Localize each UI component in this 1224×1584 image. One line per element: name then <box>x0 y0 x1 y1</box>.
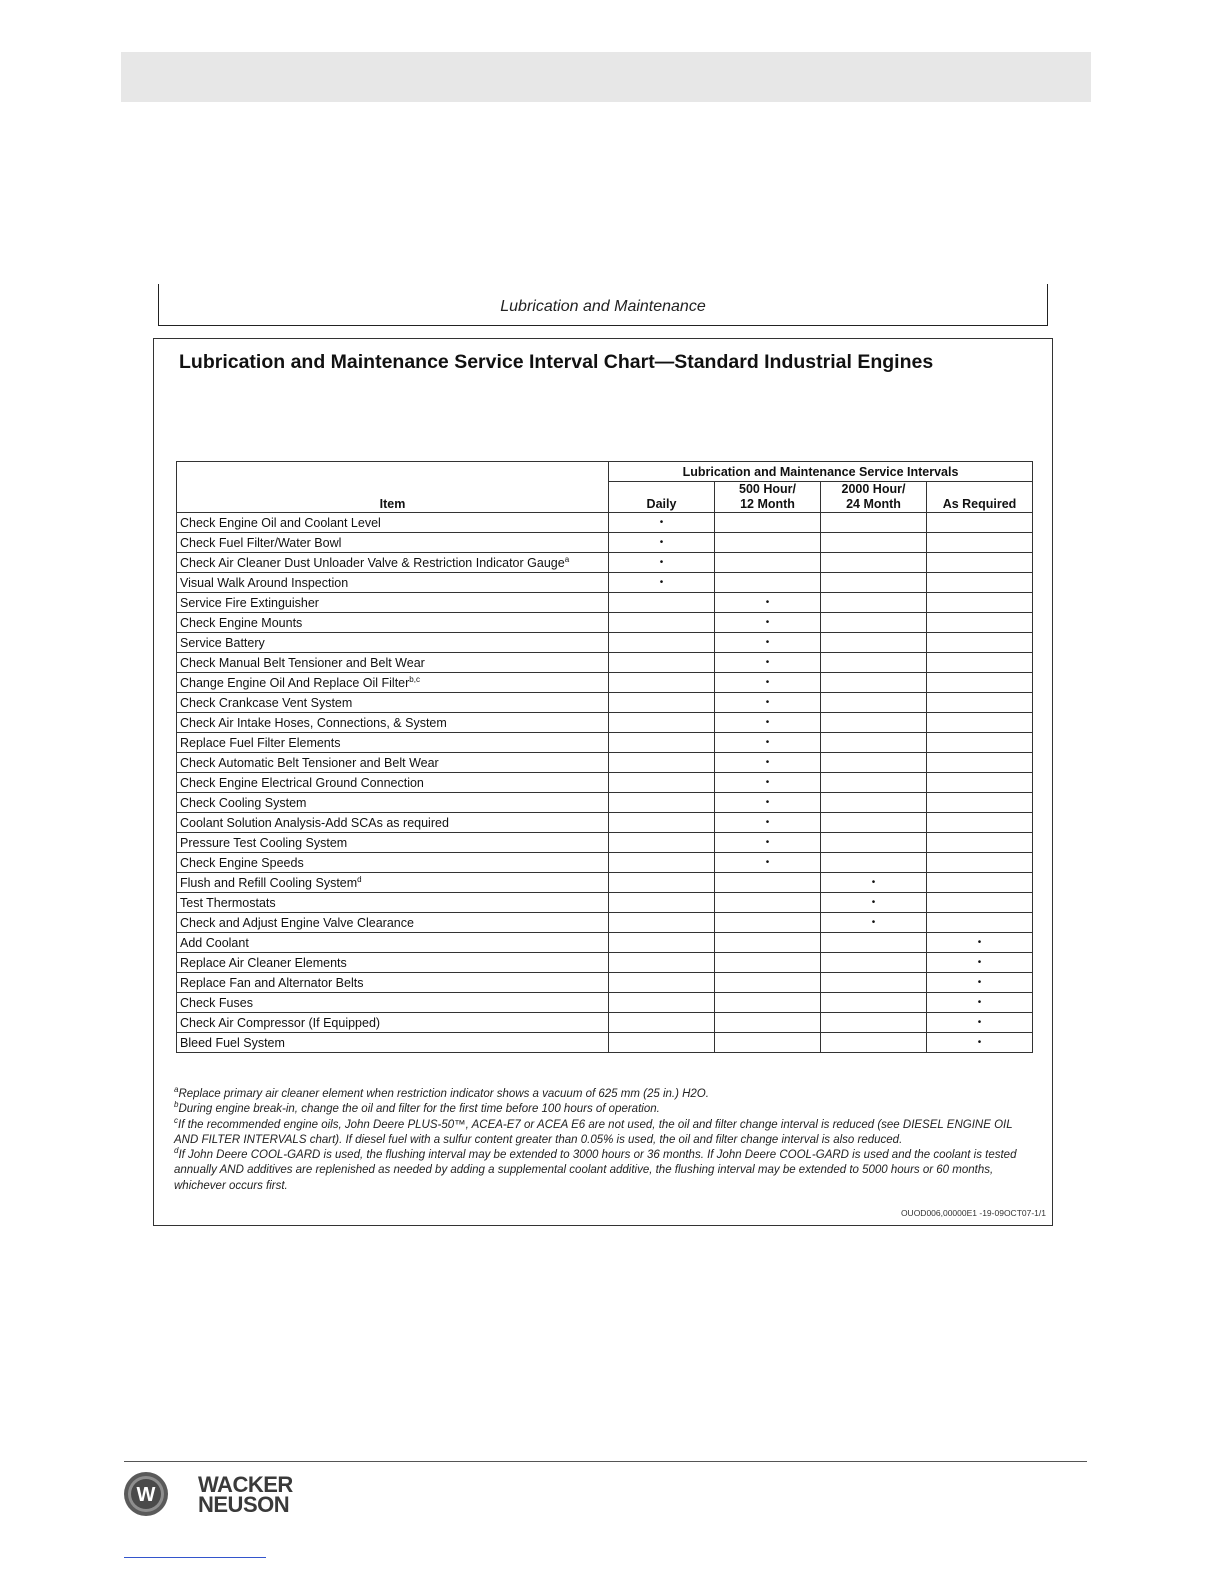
interval-cell-500 <box>715 993 821 1013</box>
row-item-cell <box>177 853 609 873</box>
interval-mark: • <box>765 816 770 828</box>
brand-name <box>198 1472 293 1517</box>
interval-cell-500 <box>715 633 821 653</box>
interval-cell-500 <box>715 573 821 593</box>
row-item-label: Check Cooling System <box>180 795 307 810</box>
row-item-cell <box>177 593 609 613</box>
row-item-label: Flush and Refill Cooling System <box>180 875 358 890</box>
interval-cell-daily <box>609 513 715 533</box>
interval-cell-500 <box>715 833 821 853</box>
footnote-ref: a <box>564 554 570 564</box>
row-item-label: Check Air Cleaner Dust Unloader Valve & Restriction Indicator Gauge <box>180 555 565 570</box>
interval-mark: • <box>871 896 876 908</box>
row-item-label: Coolant Solution Analysis-Add SCAs as required <box>180 815 449 830</box>
interval-cell-500 <box>715 813 821 833</box>
interval-cell-500 <box>715 733 821 753</box>
table-row <box>177 593 1033 613</box>
interval-cell-daily <box>609 633 715 653</box>
interval-cell-as-required <box>927 993 1033 1013</box>
interval-cell-as-required <box>927 513 1033 533</box>
interval-cell-2000 <box>821 593 927 613</box>
col-500-line1: 500 Hour/ <box>739 482 796 496</box>
footnote <box>174 1087 1034 1102</box>
footnote-mark: d <box>174 1146 179 1156</box>
row-item-cell <box>177 973 609 993</box>
interval-cell-500 <box>715 853 821 873</box>
row-item-cell <box>177 913 609 933</box>
table-body <box>177 513 1033 1053</box>
interval-cell-as-required <box>927 813 1033 833</box>
table-row <box>177 1033 1033 1053</box>
footer-divider <box>124 1461 1087 1462</box>
interval-cell-daily <box>609 533 715 553</box>
interval-cell-500 <box>715 753 821 773</box>
interval-cell-daily <box>609 1033 715 1053</box>
interval-cell-daily <box>609 993 715 1013</box>
row-item-label: Check Engine Speeds <box>180 855 304 870</box>
interval-cell-daily <box>609 613 715 633</box>
table-row <box>177 833 1033 853</box>
top-gray-band <box>121 52 1091 102</box>
interval-cell-daily <box>609 833 715 853</box>
interval-cell-daily <box>609 793 715 813</box>
interval-cell-daily <box>609 733 715 753</box>
table-row <box>177 733 1033 753</box>
interval-cell-500 <box>715 613 821 633</box>
group-header: Lubrication and Maintenance Service Intervals <box>609 462 1033 482</box>
interval-mark: • <box>765 776 770 788</box>
interval-cell-2000 <box>821 633 927 653</box>
interval-mark: • <box>765 736 770 748</box>
row-item-label: Visual Walk Around Inspection <box>180 575 349 590</box>
row-item-label: Replace Air Cleaner Elements <box>180 955 347 970</box>
footnote-ref: b,c <box>409 674 420 684</box>
interval-cell-500 <box>715 513 821 533</box>
interval-cell-500 <box>715 953 821 973</box>
interval-cell-daily <box>609 673 715 693</box>
interval-cell-2000 <box>821 913 927 933</box>
row-item-cell <box>177 813 609 833</box>
footnote <box>174 1102 1034 1117</box>
row-item-cell <box>177 1033 609 1053</box>
row-item-cell <box>177 673 609 693</box>
interval-cell-as-required <box>927 1033 1033 1053</box>
footnote-mark: a <box>174 1085 179 1095</box>
interval-cell-2000 <box>821 653 927 673</box>
interval-cell-500 <box>715 553 821 573</box>
interval-cell-2000 <box>821 973 927 993</box>
row-item-cell <box>177 733 609 753</box>
blank-header-cell <box>177 462 609 482</box>
row-item-label: Service Battery <box>180 635 265 650</box>
table-row <box>177 893 1033 913</box>
row-item-cell <box>177 1013 609 1033</box>
interval-cell-2000 <box>821 553 927 573</box>
interval-cell-500 <box>715 533 821 553</box>
interval-cell-as-required <box>927 833 1033 853</box>
interval-cell-as-required <box>927 573 1033 593</box>
interval-mark: • <box>765 656 770 668</box>
interval-cell-2000 <box>821 873 927 893</box>
interval-cell-500 <box>715 793 821 813</box>
col-item-header: Item <box>177 482 609 513</box>
table-row <box>177 953 1033 973</box>
interval-cell-500 <box>715 593 821 613</box>
interval-cell-as-required <box>927 773 1033 793</box>
interval-cell-500 <box>715 873 821 893</box>
row-item-cell <box>177 873 609 893</box>
table-row <box>177 553 1033 573</box>
interval-cell-as-required <box>927 913 1033 933</box>
interval-mark: • <box>659 556 664 568</box>
row-item-cell <box>177 693 609 713</box>
footnote-text: During engine break-in, change the oil and filter for the first time before 100 hours of operation. <box>178 1103 660 1116</box>
table-row <box>177 713 1033 733</box>
table-row <box>177 813 1033 833</box>
interval-cell-500 <box>715 1033 821 1053</box>
interval-cell-500 <box>715 933 821 953</box>
interval-cell-500 <box>715 693 821 713</box>
interval-mark: • <box>659 576 664 588</box>
interval-mark: • <box>871 916 876 928</box>
table-row <box>177 993 1033 1013</box>
interval-cell-as-required <box>927 873 1033 893</box>
interval-cell-2000 <box>821 993 927 1013</box>
table-row <box>177 753 1033 773</box>
interval-cell-2000 <box>821 813 927 833</box>
link-underline <box>124 1557 266 1558</box>
interval-cell-as-required <box>927 553 1033 573</box>
interval-cell-daily <box>609 813 715 833</box>
interval-cell-2000 <box>821 693 927 713</box>
row-item-label: Check Fuses <box>180 995 253 1010</box>
footnotes <box>174 1087 1034 1194</box>
interval-cell-as-required <box>927 533 1033 553</box>
interval-mark: • <box>765 696 770 708</box>
table-row <box>177 973 1033 993</box>
interval-cell-500 <box>715 713 821 733</box>
interval-cell-daily <box>609 593 715 613</box>
interval-mark: • <box>765 596 770 608</box>
interval-mark: • <box>765 756 770 768</box>
interval-cell-daily <box>609 653 715 673</box>
table-row <box>177 1013 1033 1033</box>
col-2000-line1: 2000 Hour/ <box>841 482 906 496</box>
interval-mark: • <box>765 836 770 848</box>
row-item-cell <box>177 793 609 813</box>
row-item-cell <box>177 773 609 793</box>
table-row <box>177 653 1033 673</box>
interval-cell-500 <box>715 913 821 933</box>
interval-cell-as-required <box>927 933 1033 953</box>
brand-line-2: NEUSON <box>198 1492 290 1517</box>
row-item-cell <box>177 893 609 913</box>
row-item-cell <box>177 653 609 673</box>
interval-cell-as-required <box>927 713 1033 733</box>
row-item-label: Test Thermostats <box>180 895 276 910</box>
col-daily-header: Daily <box>609 482 715 513</box>
interval-cell-2000 <box>821 1013 927 1033</box>
table-row <box>177 773 1033 793</box>
interval-cell-daily <box>609 893 715 913</box>
interval-cell-2000 <box>821 793 927 813</box>
interval-cell-daily <box>609 693 715 713</box>
interval-cell-as-required <box>927 613 1033 633</box>
table-row <box>177 573 1033 593</box>
section-title: Lubrication and Maintenance <box>500 298 706 315</box>
footnote-mark: b <box>174 1100 179 1110</box>
interval-mark: • <box>765 636 770 648</box>
row-item-label: Check Crankcase Vent System <box>180 695 353 710</box>
interval-cell-500 <box>715 1013 821 1033</box>
interval-mark: • <box>659 516 664 528</box>
table-row <box>177 613 1033 633</box>
row-item-cell <box>177 633 609 653</box>
footnote-text: If the recommended engine oils, John Deere PLUS-50™, ACEA-E7 or ACEA E6 are not used, the oil and filter change interval is reduced (see DIESEL ENGINE OIL AND FILTER INTERVALS chart). If diesel fuel with a sulfur content greater than 0.05% is used, the oil and filter change interval is also reduced. <box>174 1118 1013 1146</box>
row-item-cell <box>177 753 609 773</box>
table-row <box>177 933 1033 953</box>
interval-cell-500 <box>715 773 821 793</box>
row-item-label: Service Fire Extinguisher <box>180 595 319 610</box>
interval-mark: • <box>765 676 770 688</box>
interval-cell-as-required <box>927 733 1033 753</box>
interval-cell-500 <box>715 653 821 673</box>
table-row <box>177 853 1033 873</box>
row-item-cell <box>177 953 609 973</box>
service-interval-chart <box>153 338 1053 1226</box>
interval-mark: • <box>977 996 982 1008</box>
interval-cell-2000 <box>821 613 927 633</box>
footnote-mark: c <box>174 1115 178 1125</box>
interval-cell-2000 <box>821 953 927 973</box>
interval-cell-2000 <box>821 833 927 853</box>
interval-cell-as-required <box>927 793 1033 813</box>
interval-cell-2000 <box>821 513 927 533</box>
interval-cell-500 <box>715 973 821 993</box>
brand-line-1: WACKER <box>198 1472 293 1497</box>
interval-cell-daily <box>609 873 715 893</box>
interval-cell-as-required <box>927 653 1033 673</box>
interval-cell-as-required <box>927 953 1033 973</box>
interval-mark: • <box>765 716 770 728</box>
interval-cell-as-required <box>927 633 1033 653</box>
row-item-label: Replace Fuel Filter Elements <box>180 735 341 750</box>
row-item-label: Check Engine Oil and Coolant Level <box>180 515 381 530</box>
interval-cell-2000 <box>821 893 927 913</box>
section-header <box>158 284 1048 326</box>
interval-cell-2000 <box>821 1033 927 1053</box>
row-item-label: Replace Fan and Alternator Belts <box>180 975 364 990</box>
row-item-label: Check Engine Electrical Ground Connection <box>180 775 424 790</box>
interval-cell-2000 <box>821 933 927 953</box>
row-item-cell <box>177 513 609 533</box>
footnote-text: If John Deere COOL-GARD is used, the flushing interval may be extended to 3000 hours or 36 months. If John Deere COOL-GARD is used and the coolant is tested annually AND additives are replenished as needed by adding a supplemental coolant additive, the flushing interval may be extended to 5000 hours or 60 months, whichever occurs first. <box>174 1149 1017 1192</box>
footnote <box>174 1115 1034 1149</box>
interval-cell-2000 <box>821 573 927 593</box>
row-item-cell <box>177 993 609 1013</box>
interval-cell-daily <box>609 913 715 933</box>
row-item-label: Check Air Intake Hoses, Connections, & System <box>180 715 447 730</box>
col-as-required-header: As Required <box>927 482 1033 513</box>
row-item-cell <box>177 553 609 573</box>
table-row <box>177 693 1033 713</box>
chart-title: Lubrication and Maintenance Service Interval Chart—Standard Industrial Engines <box>179 351 934 373</box>
interval-cell-2000 <box>821 733 927 753</box>
row-item-label: Check Manual Belt Tensioner and Belt Wear <box>180 655 425 670</box>
interval-cell-2000 <box>821 533 927 553</box>
table-row <box>177 633 1033 653</box>
interval-mark: • <box>977 1016 982 1028</box>
interval-mark: • <box>871 876 876 888</box>
interval-cell-2000 <box>821 673 927 693</box>
row-item-cell <box>177 933 609 953</box>
interval-cell-as-required <box>927 853 1033 873</box>
logo-letter: W <box>136 1484 156 1506</box>
interval-cell-2000 <box>821 853 927 873</box>
interval-cell-as-required <box>927 1013 1033 1033</box>
interval-cell-as-required <box>927 753 1033 773</box>
row-item-label: Add Coolant <box>180 935 249 950</box>
interval-cell-2000 <box>821 773 927 793</box>
col-2000-header <box>821 482 927 513</box>
interval-cell-2000 <box>821 713 927 733</box>
interval-mark: • <box>977 976 982 988</box>
row-item-label: Change Engine Oil And Replace Oil Filter <box>180 675 410 690</box>
interval-mark: • <box>977 1036 982 1048</box>
wacker-neuson-logo-icon <box>123 1471 169 1517</box>
table-row <box>177 513 1033 533</box>
col-2000-line2: 24 Month <box>846 497 901 511</box>
col-500-header <box>715 482 821 513</box>
interval-cell-500 <box>715 893 821 913</box>
interval-cell-daily <box>609 853 715 873</box>
interval-cell-500 <box>715 673 821 693</box>
row-item-label: Check and Adjust Engine Valve Clearance <box>180 915 414 930</box>
row-item-cell <box>177 713 609 733</box>
interval-cell-as-required <box>927 893 1033 913</box>
row-item-cell <box>177 833 609 853</box>
row-item-label: Check Automatic Belt Tensioner and Belt Wear <box>180 755 439 770</box>
interval-cell-daily <box>609 753 715 773</box>
row-item-label: Check Air Compressor (If Equipped) <box>180 1015 381 1030</box>
interval-cell-2000 <box>821 753 927 773</box>
interval-cell-daily <box>609 553 715 573</box>
interval-cell-daily <box>609 773 715 793</box>
interval-table <box>176 461 1033 1053</box>
interval-cell-daily <box>609 953 715 973</box>
interval-cell-as-required <box>927 673 1033 693</box>
footnote-ref: d <box>357 874 362 884</box>
interval-cell-as-required <box>927 973 1033 993</box>
table-row <box>177 533 1033 553</box>
row-item-label: Check Engine Mounts <box>180 615 303 630</box>
interval-mark: • <box>977 936 982 948</box>
row-item-cell <box>177 613 609 633</box>
interval-mark: • <box>765 796 770 808</box>
col-500-line2: 12 Month <box>740 497 795 511</box>
table-row <box>177 793 1033 813</box>
row-item-label: Check Fuel Filter/Water Bowl <box>180 535 342 550</box>
interval-cell-daily <box>609 713 715 733</box>
interval-cell-as-required <box>927 593 1033 613</box>
footnote <box>174 1148 1034 1194</box>
interval-cell-daily <box>609 933 715 953</box>
table-row <box>177 913 1033 933</box>
interval-mark: • <box>977 956 982 968</box>
document-code: OUOD006,00000E1 -19-09OCT07-1/1 <box>900 1208 1046 1218</box>
footnote-text: Replace primary air cleaner element when restriction indicator shows a vacuum of 625 mm (25 in.) H2O. <box>178 1088 709 1100</box>
interval-cell-daily <box>609 573 715 593</box>
row-item-cell <box>177 573 609 593</box>
interval-cell-daily <box>609 1013 715 1033</box>
interval-cell-daily <box>609 973 715 993</box>
row-item-label: Pressure Test Cooling System <box>180 835 348 850</box>
row-item-label: Bleed Fuel System <box>180 1035 285 1050</box>
interval-mark: • <box>765 856 770 868</box>
interval-mark: • <box>659 536 664 548</box>
table-row <box>177 673 1033 693</box>
interval-cell-as-required <box>927 693 1033 713</box>
table-row <box>177 873 1033 893</box>
row-item-cell <box>177 533 609 553</box>
interval-mark: • <box>765 616 770 628</box>
